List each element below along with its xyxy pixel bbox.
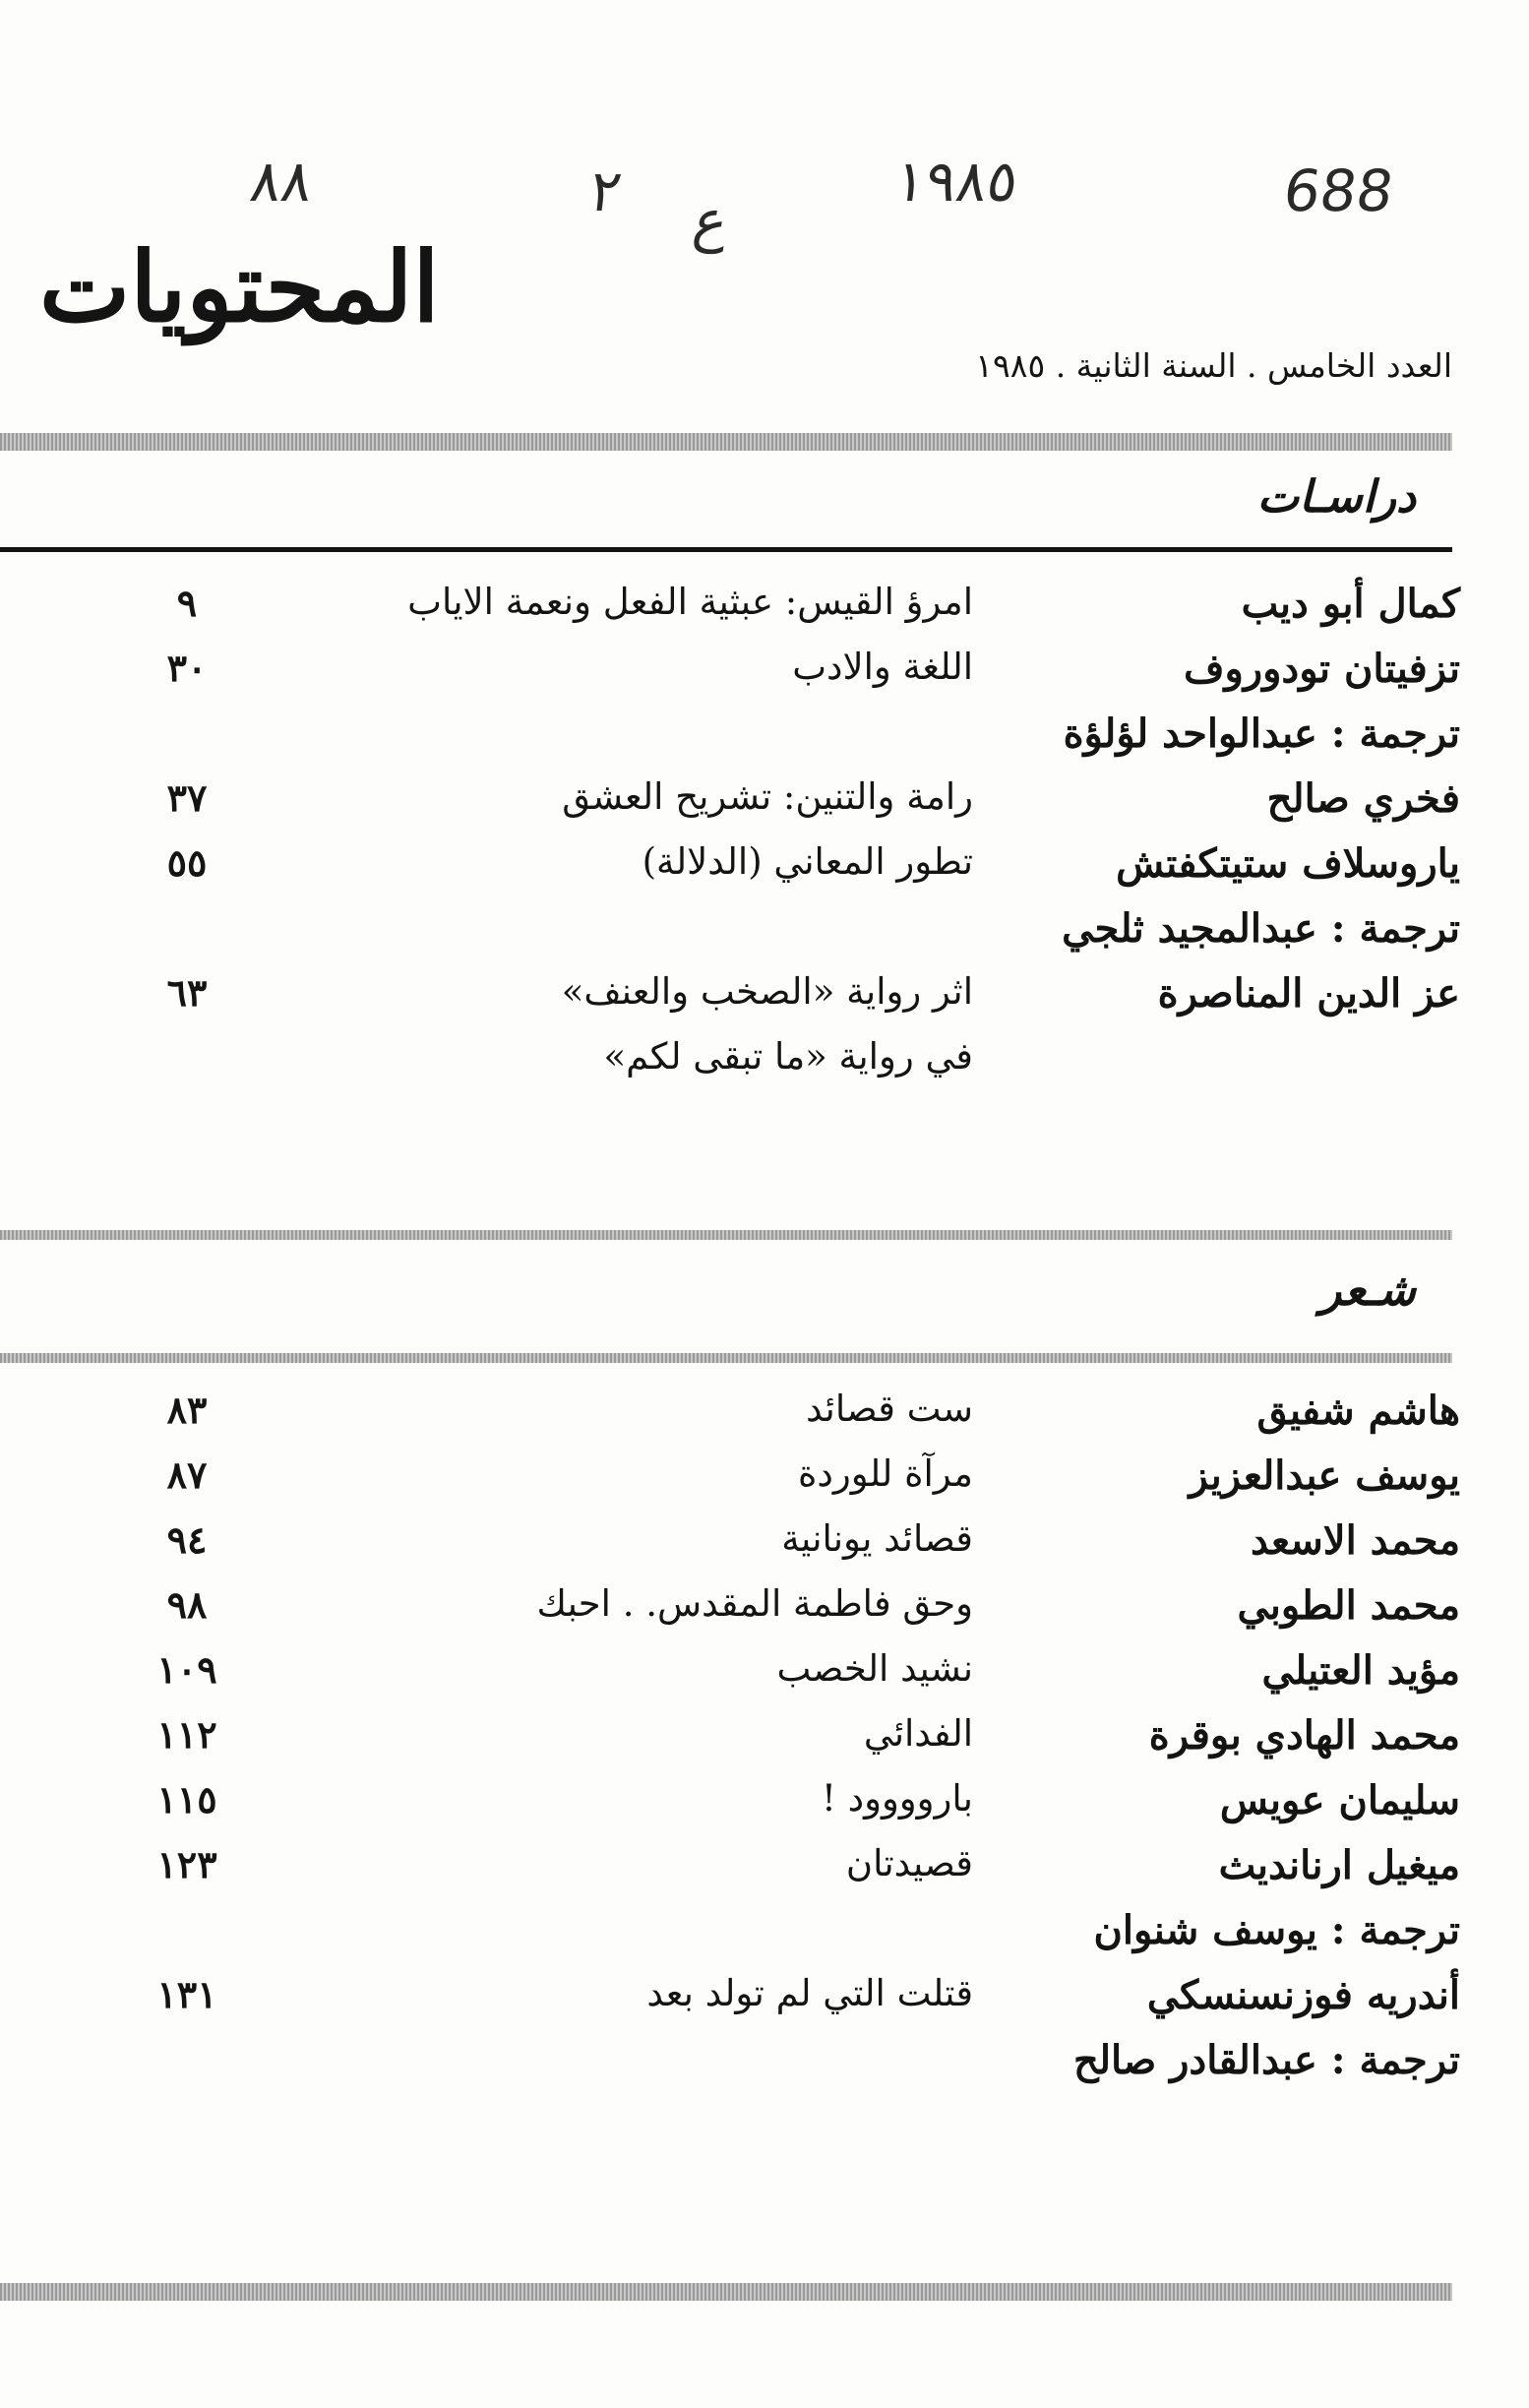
handwritten-code: 688: [1279, 157, 1398, 224]
entry-title: ست قصائد: [806, 1388, 973, 1430]
list-item: [148, 840, 1460, 905]
entry-author: مؤيد العتيلي: [1261, 1647, 1460, 1694]
issue-info: العدد الخامس . السنة الثانية . ١٩٨٥: [975, 346, 1452, 385]
entry-page: ٥٥: [166, 840, 208, 885]
entry-author: محمد الاسعد: [1250, 1517, 1460, 1564]
entry-author: أندريه فوزنسنسكي: [1146, 1972, 1460, 2018]
entry-page: ١٠٩: [156, 1647, 217, 1692]
entry-author: تزفيتان تودوروف: [1184, 646, 1460, 692]
entry-translator: ترجمة : عبدالقادر صالح: [1073, 2037, 1460, 2083]
entry-title: قصيدتان: [845, 1842, 973, 1884]
entry-author: محمد الهادي بوقرة: [1148, 1712, 1460, 1759]
entry-page: ١٢٣: [156, 1842, 217, 1886]
entry-page: ٦٣: [166, 970, 208, 1015]
entry-title: رامة والتنين: تشريح العشق: [562, 775, 973, 818]
entry-author: هاشم شفيق: [1256, 1388, 1460, 1434]
entry-title: اثر رواية «الصخب والعنف»: [561, 970, 973, 1013]
entry-author: ميغيل ارنانديث: [1218, 1842, 1460, 1888]
entry-author: كمال أبو ديب: [1241, 581, 1460, 627]
entry-page: ٩٤: [166, 1517, 208, 1562]
entry-author: يوسف عبدالعزيز: [1189, 1452, 1460, 1499]
handwritten-mark-a: ٢: [585, 157, 626, 224]
list-item: [148, 1777, 1460, 1842]
list-item: [148, 970, 1460, 1100]
entry-page: ٩٨: [166, 1582, 208, 1627]
list-item: [148, 1582, 1460, 1647]
entry-title-line2: في رواية «ما تبقى لكم»: [603, 1035, 973, 1078]
list-item: [148, 1388, 1460, 1452]
entry-author: عز الدين المناصرة: [1157, 970, 1460, 1017]
entry-title: اللغة والادب: [792, 646, 973, 688]
entry-author: سليمان عويس: [1219, 1777, 1460, 1823]
list-item-translator: [148, 905, 1460, 970]
list-item: [148, 1842, 1460, 1907]
entry-translator: ترجمة : عبدالمجيد ثلجي: [1062, 905, 1460, 952]
entry-translator: ترجمة : عبدالواحد لؤلؤة: [1063, 710, 1460, 757]
list-item: [148, 1712, 1460, 1777]
entry-author: فخري صالح: [1266, 775, 1460, 822]
entry-page: ٨٣: [166, 1388, 208, 1432]
list-item: [148, 1517, 1460, 1582]
section-heading-studies: دراسـات: [1256, 470, 1416, 523]
entry-title: باروووود !: [821, 1777, 973, 1820]
entry-translator: ترجمة : يوسف شنوان: [1093, 1907, 1460, 1953]
list-item-translator: [148, 2037, 1460, 2102]
list-item-translator: [148, 710, 1460, 775]
entry-title: تطور المعاني (الدلالة): [642, 840, 973, 883]
poetry-list: [148, 1388, 1460, 2102]
page-title: المحتويات: [39, 231, 440, 344]
section-rule: [0, 547, 1452, 552]
handwritten-year: ١٩٨٥: [890, 148, 1023, 215]
entry-title: امرؤ القيس: عبثية الفعل ونعمة الاياب: [407, 581, 973, 623]
handwritten-mark-b: ع: [689, 187, 733, 254]
list-item: [148, 646, 1460, 710]
entry-page: ١٣١: [156, 1972, 217, 2016]
entry-title: قتلت التي لم تولد بعد: [646, 1972, 973, 2014]
entry-title: نشيد الخصب: [776, 1647, 973, 1690]
entry-author: محمد الطوبي: [1237, 1582, 1460, 1629]
entry-title: قصائد يونانية: [781, 1517, 973, 1560]
entry-page: ٨٧: [166, 1452, 208, 1497]
entry-author: ياروسلاف ستيتكفتش: [1116, 840, 1460, 887]
divider-bar: [0, 1230, 1452, 1240]
entry-page: ١١٥: [156, 1777, 217, 1821]
entry-page: ٣٠: [166, 646, 208, 690]
entry-page: ٣٧: [166, 775, 208, 820]
list-item: [148, 775, 1460, 840]
list-item-translator: [148, 1907, 1460, 1972]
list-item: [148, 1452, 1460, 1517]
divider-bar: [0, 433, 1452, 451]
entry-title: مرآة للوردة: [797, 1452, 973, 1495]
studies-list: [148, 581, 1460, 1100]
list-item: [148, 581, 1460, 646]
entry-page: ٩: [176, 581, 198, 625]
list-item: [148, 1972, 1460, 2037]
divider-bar: [0, 2283, 1452, 2301]
entry-title: الفدائي: [863, 1712, 973, 1755]
divider-bar: [0, 1353, 1452, 1363]
entry-page: ١١٢: [156, 1712, 217, 1757]
handwritten-number-left: ٨٨: [246, 148, 318, 215]
list-item: [148, 1647, 1460, 1712]
entry-title: وحق فاطمة المقدس. . احبك: [536, 1582, 973, 1625]
section-heading-poetry: شـعر: [1319, 1264, 1416, 1316]
